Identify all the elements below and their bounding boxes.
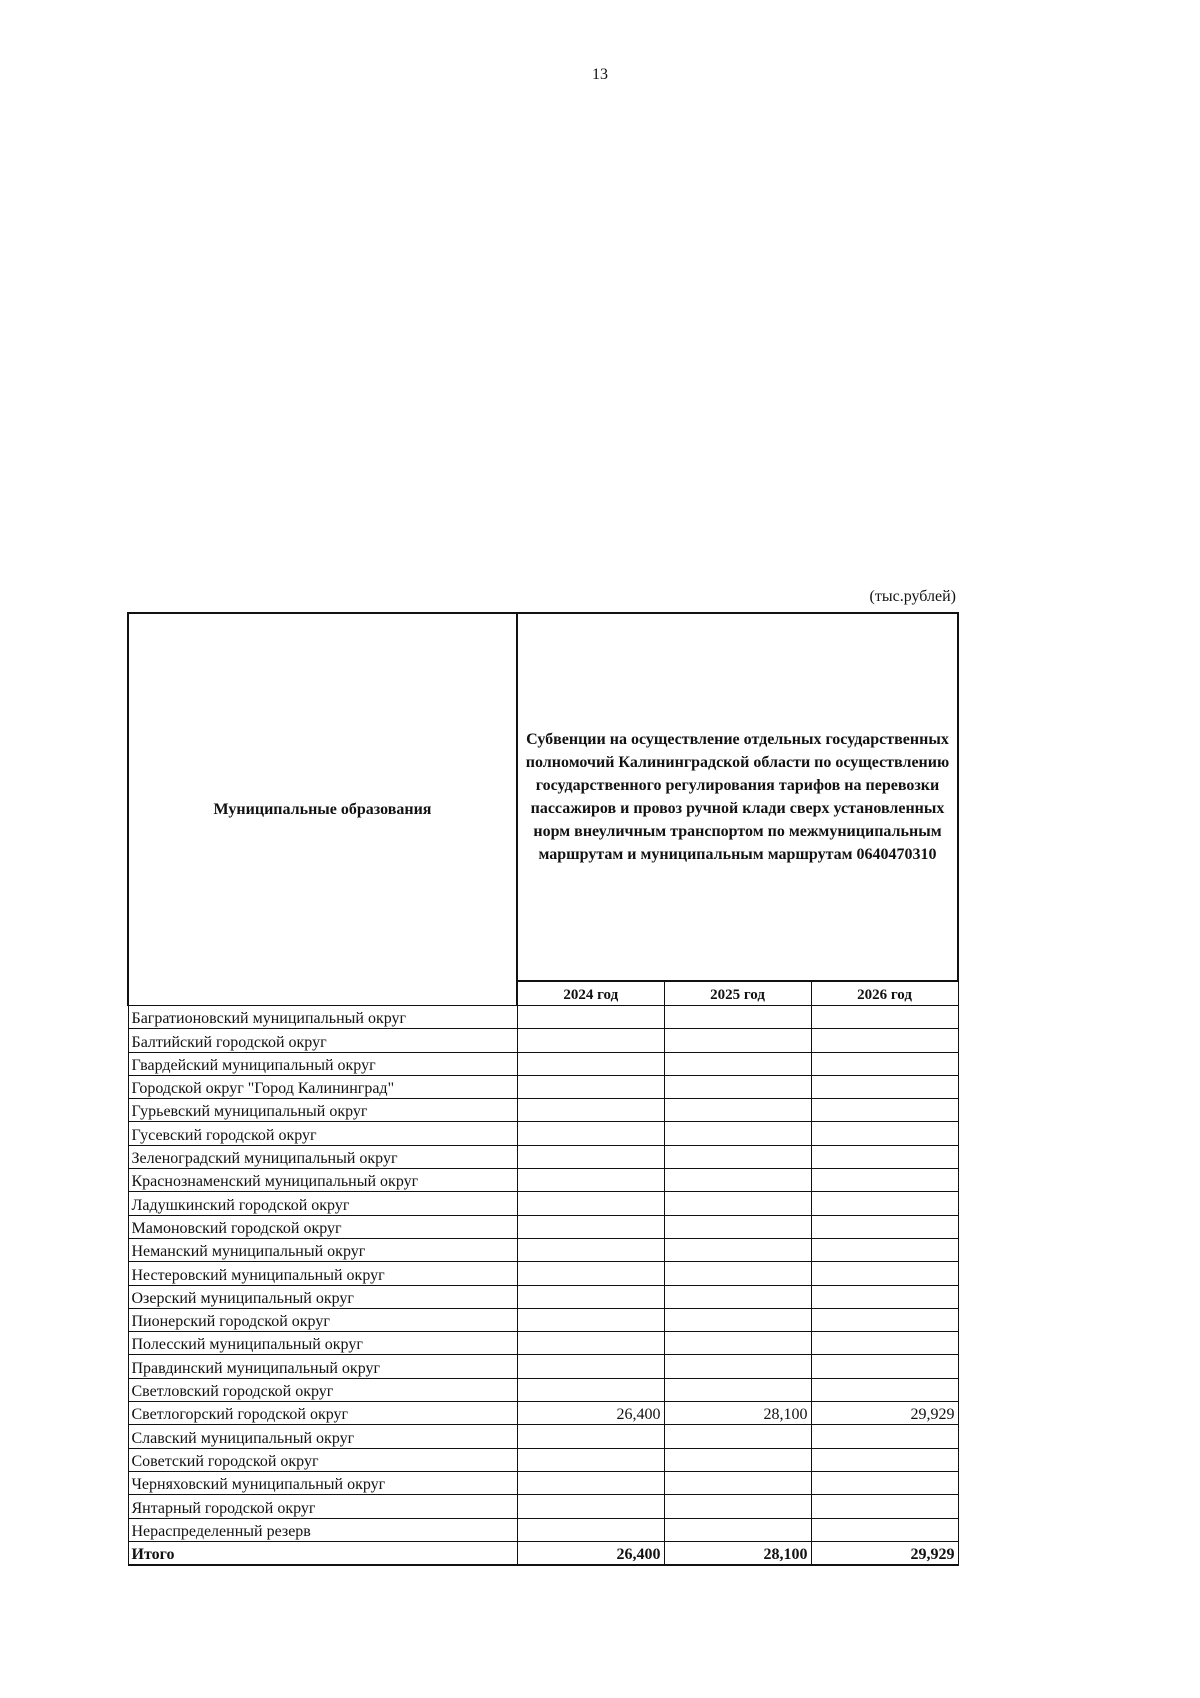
- table-row: [128, 1355, 958, 1378]
- value-2024-cell: [517, 1425, 664, 1448]
- value-2024-cell: [517, 1308, 664, 1331]
- value-2026-cell: [811, 1192, 958, 1215]
- value-2026-cell: [811, 1332, 958, 1355]
- value-2025-cell: [664, 1029, 811, 1052]
- value-2025-cell: [664, 1448, 811, 1471]
- value-2026-cell: [811, 1425, 958, 1448]
- header-year-2025: 2025 год: [664, 981, 811, 1006]
- municipality-name-cell: Багратионовский муниципальный округ: [128, 1006, 517, 1029]
- value-2024-cell: 26,400: [517, 1541, 664, 1565]
- value-2025-cell: [664, 1425, 811, 1448]
- value-2026-cell: [811, 1215, 958, 1238]
- value-2026-cell: [811, 1448, 958, 1471]
- value-2024-cell: [517, 1518, 664, 1541]
- table-row: [128, 1541, 958, 1565]
- value-2025-cell: [664, 1075, 811, 1098]
- value-2025-cell: [664, 1308, 811, 1331]
- municipality-name-cell: Гвардейский муниципальный округ: [128, 1052, 517, 1075]
- value-2026-cell: [811, 1029, 958, 1052]
- value-2026-cell: [811, 1052, 958, 1075]
- municipality-name-cell: Нестеровский муниципальный округ: [128, 1262, 517, 1285]
- value-2024-cell: [517, 1029, 664, 1052]
- value-2024-cell: [517, 1332, 664, 1355]
- value-2024-cell: [517, 1448, 664, 1471]
- subventions-table-container: [127, 612, 959, 1566]
- municipality-name-cell: Нераспределенный резерв: [128, 1518, 517, 1541]
- value-2026-cell: 29,929: [811, 1402, 958, 1425]
- municipality-name-cell: Городской округ "Город Калининград": [128, 1075, 517, 1098]
- header-subvention-description: Субвенции на осуществление отдельных государственных полномочий Калининградской области по осуществлению государственного регулирования тарифов на перевозки пассажиров и провоз ручной клади сверх установленных норм внеуличным транспортом по межмуниципальным маршрутам и муниципальным маршрутам 0640470310: [517, 613, 958, 981]
- value-2025-cell: [664, 1471, 811, 1494]
- table-row: [128, 1075, 958, 1098]
- table-row: [128, 1402, 958, 1425]
- municipality-name-cell: Советский городской округ: [128, 1448, 517, 1471]
- municipality-name-cell: Светловский городской округ: [128, 1378, 517, 1401]
- value-2024-cell: [517, 1285, 664, 1308]
- municipality-name-cell: Черняховский муниципальный округ: [128, 1471, 517, 1494]
- value-2026-cell: [811, 1238, 958, 1261]
- value-2024-cell: [517, 1169, 664, 1192]
- value-2025-cell: [664, 1052, 811, 1075]
- value-2025-cell: [664, 1145, 811, 1168]
- municipality-name-cell: Янтарный городской округ: [128, 1495, 517, 1518]
- value-2026-cell: [811, 1145, 958, 1168]
- municipality-name-cell: Славский муниципальный округ: [128, 1425, 517, 1448]
- units-label: (тыс.рублей): [869, 588, 956, 605]
- municipality-name-cell: Пионерский городской округ: [128, 1308, 517, 1331]
- municipality-name-cell: Озерский муниципальный округ: [128, 1285, 517, 1308]
- table-row: [128, 1518, 958, 1541]
- value-2026-cell: [811, 1518, 958, 1541]
- value-2025-cell: [664, 1122, 811, 1145]
- municipality-name-cell: Итого: [128, 1541, 517, 1565]
- municipality-name-cell: Неманский муниципальный округ: [128, 1238, 517, 1261]
- page-number: 13: [592, 66, 608, 83]
- value-2026-cell: [811, 1262, 958, 1285]
- value-2024-cell: [517, 1471, 664, 1494]
- municipality-name-cell: Светлогорский городской округ: [128, 1402, 517, 1425]
- value-2025-cell: [664, 1285, 811, 1308]
- value-2024-cell: [517, 1495, 664, 1518]
- municipality-name-cell: Зеленоградский муниципальный округ: [128, 1145, 517, 1168]
- municipality-name-cell: Балтийский городской округ: [128, 1029, 517, 1052]
- table-row: [128, 1308, 958, 1331]
- table-row: [128, 1122, 958, 1145]
- header-municipalities: Муниципальные образования: [128, 613, 517, 1006]
- value-2026-cell: [811, 1169, 958, 1192]
- value-2024-cell: [517, 1145, 664, 1168]
- value-2025-cell: [664, 1099, 811, 1122]
- table-row: [128, 1238, 958, 1261]
- table-row: [128, 1029, 958, 1052]
- value-2024-cell: [517, 1006, 664, 1029]
- table-row: [128, 1099, 958, 1122]
- table-row: [128, 1262, 958, 1285]
- value-2026-cell: [811, 1495, 958, 1518]
- table-body: [128, 1006, 958, 1566]
- value-2025-cell: 28,100: [664, 1541, 811, 1565]
- municipality-name-cell: Краснознаменский муниципальный округ: [128, 1169, 517, 1192]
- municipality-name-cell: Гурьевский муниципальный округ: [128, 1099, 517, 1122]
- value-2024-cell: [517, 1192, 664, 1215]
- value-2024-cell: [517, 1215, 664, 1238]
- value-2024-cell: [517, 1075, 664, 1098]
- table-header-row: [128, 613, 958, 981]
- table-row: [128, 1471, 958, 1494]
- value-2025-cell: [664, 1006, 811, 1029]
- value-2026-cell: [811, 1075, 958, 1098]
- value-2025-cell: [664, 1215, 811, 1238]
- value-2025-cell: [664, 1518, 811, 1541]
- value-2026-cell: [811, 1308, 958, 1331]
- value-2024-cell: [517, 1099, 664, 1122]
- value-2024-cell: [517, 1238, 664, 1261]
- value-2025-cell: [664, 1378, 811, 1401]
- table-row: [128, 1285, 958, 1308]
- table-row: [128, 1215, 958, 1238]
- value-2024-cell: [517, 1378, 664, 1401]
- value-2025-cell: [664, 1495, 811, 1518]
- value-2025-cell: [664, 1332, 811, 1355]
- value-2026-cell: [811, 1006, 958, 1029]
- table-row: [128, 1052, 958, 1075]
- value-2025-cell: [664, 1262, 811, 1285]
- table-row: [128, 1192, 958, 1215]
- value-2025-cell: [664, 1169, 811, 1192]
- value-2024-cell: 26,400: [517, 1402, 664, 1425]
- table-row: [128, 1425, 958, 1448]
- municipality-name-cell: Ладушкинский городской округ: [128, 1192, 517, 1215]
- table-row: [128, 1448, 958, 1471]
- value-2025-cell: [664, 1192, 811, 1215]
- municipality-name-cell: Правдинский муниципальный округ: [128, 1355, 517, 1378]
- table-row: [128, 1006, 958, 1029]
- value-2026-cell: [811, 1355, 958, 1378]
- value-2024-cell: [517, 1355, 664, 1378]
- value-2026-cell: [811, 1471, 958, 1494]
- municipality-name-cell: Гусевский городской округ: [128, 1122, 517, 1145]
- municipality-name-cell: Мамоновский городской округ: [128, 1215, 517, 1238]
- value-2025-cell: [664, 1355, 811, 1378]
- subventions-table: [127, 612, 959, 1566]
- value-2026-cell: [811, 1378, 958, 1401]
- municipality-name-cell: Полесский муниципальный округ: [128, 1332, 517, 1355]
- value-2024-cell: [517, 1262, 664, 1285]
- value-2025-cell: 28,100: [664, 1402, 811, 1425]
- header-year-2024: 2024 год: [517, 981, 664, 1006]
- table-row: [128, 1378, 958, 1401]
- value-2026-cell: [811, 1099, 958, 1122]
- value-2024-cell: [517, 1052, 664, 1075]
- table-row: [128, 1169, 958, 1192]
- value-2026-cell: [811, 1122, 958, 1145]
- value-2026-cell: [811, 1285, 958, 1308]
- header-year-2026: 2026 год: [811, 981, 958, 1006]
- value-2026-cell: 29,929: [811, 1541, 958, 1565]
- value-2025-cell: [664, 1238, 811, 1261]
- table-row: [128, 1145, 958, 1168]
- table-row: [128, 1332, 958, 1355]
- value-2024-cell: [517, 1122, 664, 1145]
- table-row: [128, 1495, 958, 1518]
